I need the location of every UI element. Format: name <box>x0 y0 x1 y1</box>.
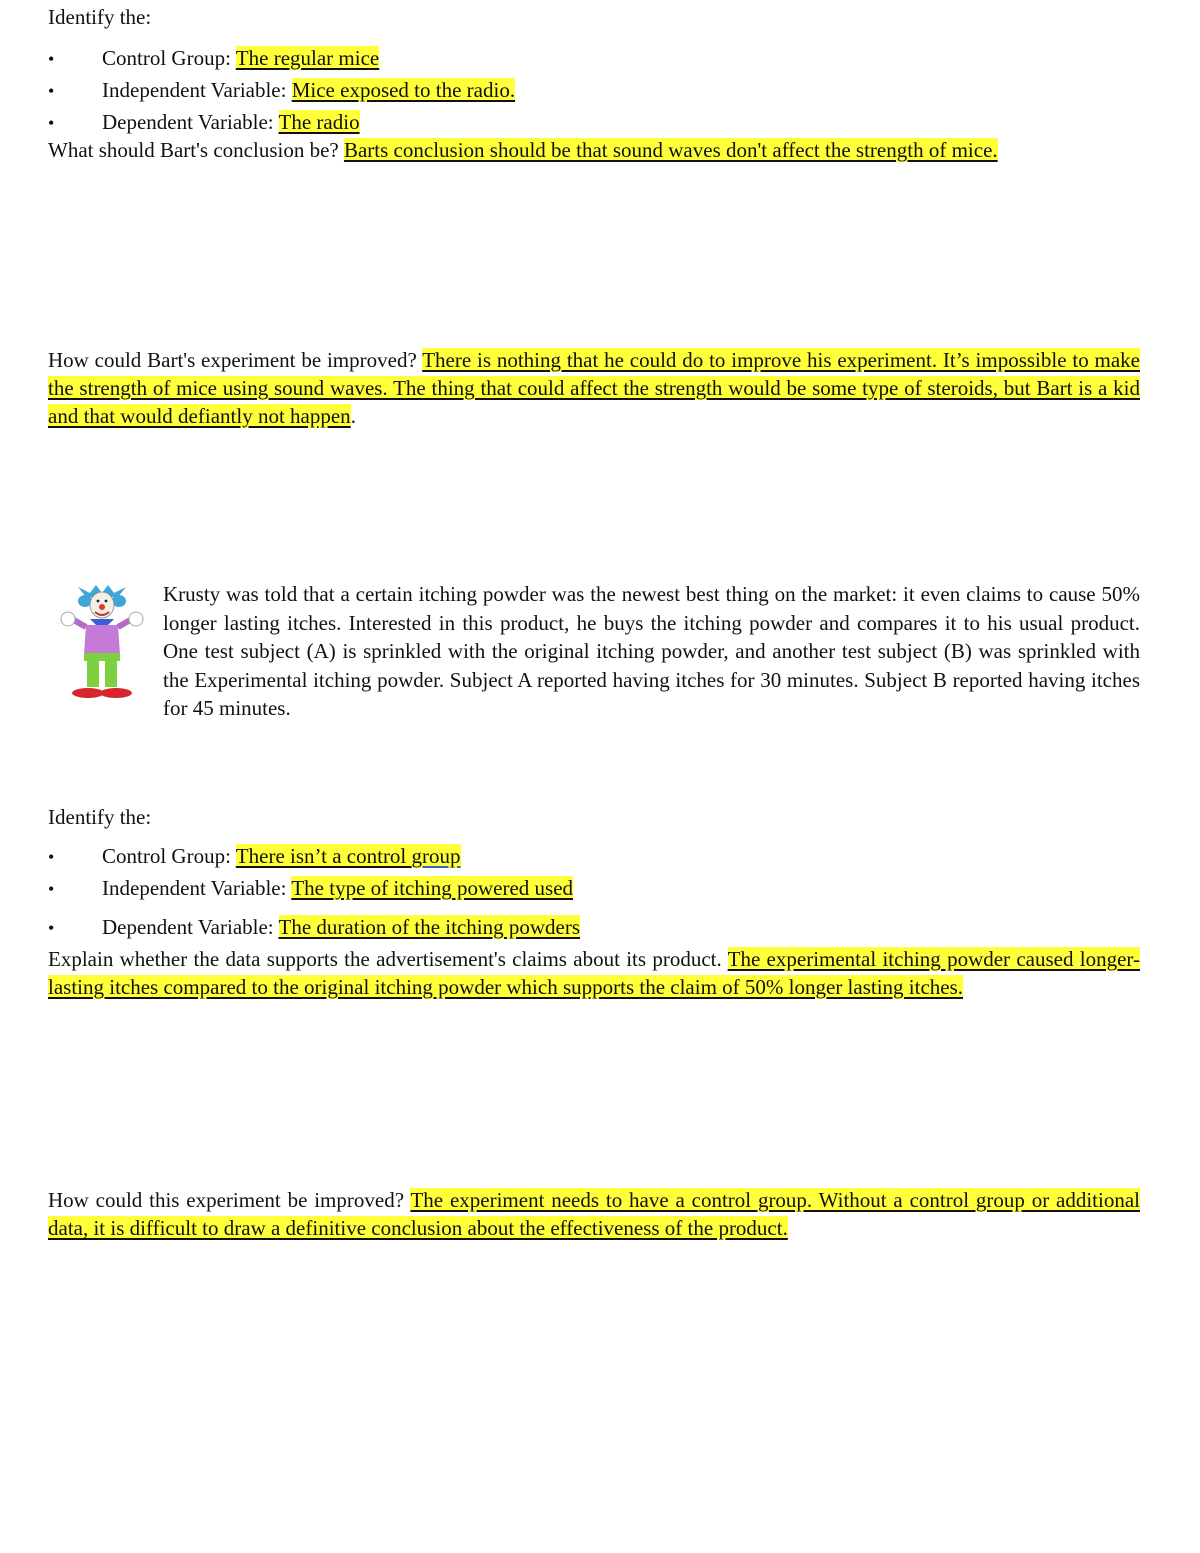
improve-paragraph-1 <box>48 346 1140 430</box>
bullet-dependent-variable-1 <box>48 109 360 136</box>
bullet-icon: • <box>48 81 55 101</box>
independent-variable-answer: Mice exposed to the radio. <box>291 78 516 102</box>
control-group-label: Control Group: <box>102 46 231 70</box>
bullet-control-group-1 <box>48 45 379 72</box>
explain-paragraph <box>48 945 1140 1001</box>
explain-question: Explain whether the data supports the advertisement's claims about its product. <box>48 947 722 971</box>
krusty-scenario: Krusty was told that a certain itching powder was the newest best thing on the market: it even claims to cause 50% longer lasting itches. Interested in this product, he buys the itching powder and compares it to his usual product. One test subject (A) is sprinkled with the original itching powder, and another test subject (B) was sprinkled with the Experimental itching powder. Subject A reported having itches for 30 minutes. Subject B reported having itches for 45 minutes. <box>163 582 1140 720</box>
improve-question-1: How could Bart's experiment be improved? <box>48 348 417 372</box>
explain-answer: The experimental itching powder caused longer-lasting itches compared to the original itching powder which supports the claim of 50% longer lasting itches. <box>48 947 1140 999</box>
dependent-variable-label: Dependent Variable: <box>102 110 274 134</box>
conclusion-question: What should Bart's conclusion be? <box>48 138 339 162</box>
conclusion-answer: Barts conclusion should be that sound waves don't affect the strength of mice. <box>343 138 998 162</box>
control-group-answer: The regular mice <box>235 46 380 70</box>
control-group-label: Control Group: <box>102 844 231 868</box>
section2-heading: Identify the: <box>48 805 152 829</box>
bullet-icon: • <box>48 879 55 899</box>
independent-variable-label: Independent Variable: <box>102 876 287 900</box>
improve-answer-2: The experiment needs to have a control group. Without a control group or additional data, it is difficult to draw a definitive conclusion about the effectiveness of the product. <box>48 1188 1140 1240</box>
section1-heading: Identify the: <box>48 5 152 29</box>
bullet-independent-variable-1 <box>48 77 515 104</box>
independent-variable-answer: The type of itching powered used <box>291 876 574 900</box>
control-group-answer-spellcheck: group <box>411 844 461 868</box>
bullet-icon: • <box>48 49 55 69</box>
improve-question-2: How could this experiment be improved? <box>48 1188 405 1212</box>
improve-paragraph-2 <box>48 1186 1140 1242</box>
bullet-independent-variable-2 <box>48 875 573 902</box>
conclusion-line <box>48 137 998 163</box>
krusty-clown-icon <box>56 583 148 705</box>
improve-answer-1: There is nothing that he could do to improve his experiment. It’s impossible to make the strength of mice using sound waves. The thing that could affect the strength would be some type of steroids, but Bart is a kid and that would defiantly not happen <box>48 348 1140 428</box>
dependent-variable-answer: The duration of the itching powders <box>278 915 581 939</box>
bullet-dependent-variable-2 <box>48 914 580 941</box>
bullet-icon: • <box>48 113 55 133</box>
independent-variable-label: Independent Variable: <box>102 78 287 102</box>
control-group-answer-part: There isn’t a control <box>235 844 412 868</box>
control-group-answer <box>236 844 461 868</box>
bullet-icon: • <box>48 847 55 867</box>
dependent-variable-label: Dependent Variable: <box>102 915 274 939</box>
dependent-variable-answer: The radio <box>278 110 360 134</box>
improve-end: . <box>350 404 356 428</box>
bullet-icon: • <box>48 918 55 938</box>
bullet-control-group-2 <box>48 843 461 870</box>
